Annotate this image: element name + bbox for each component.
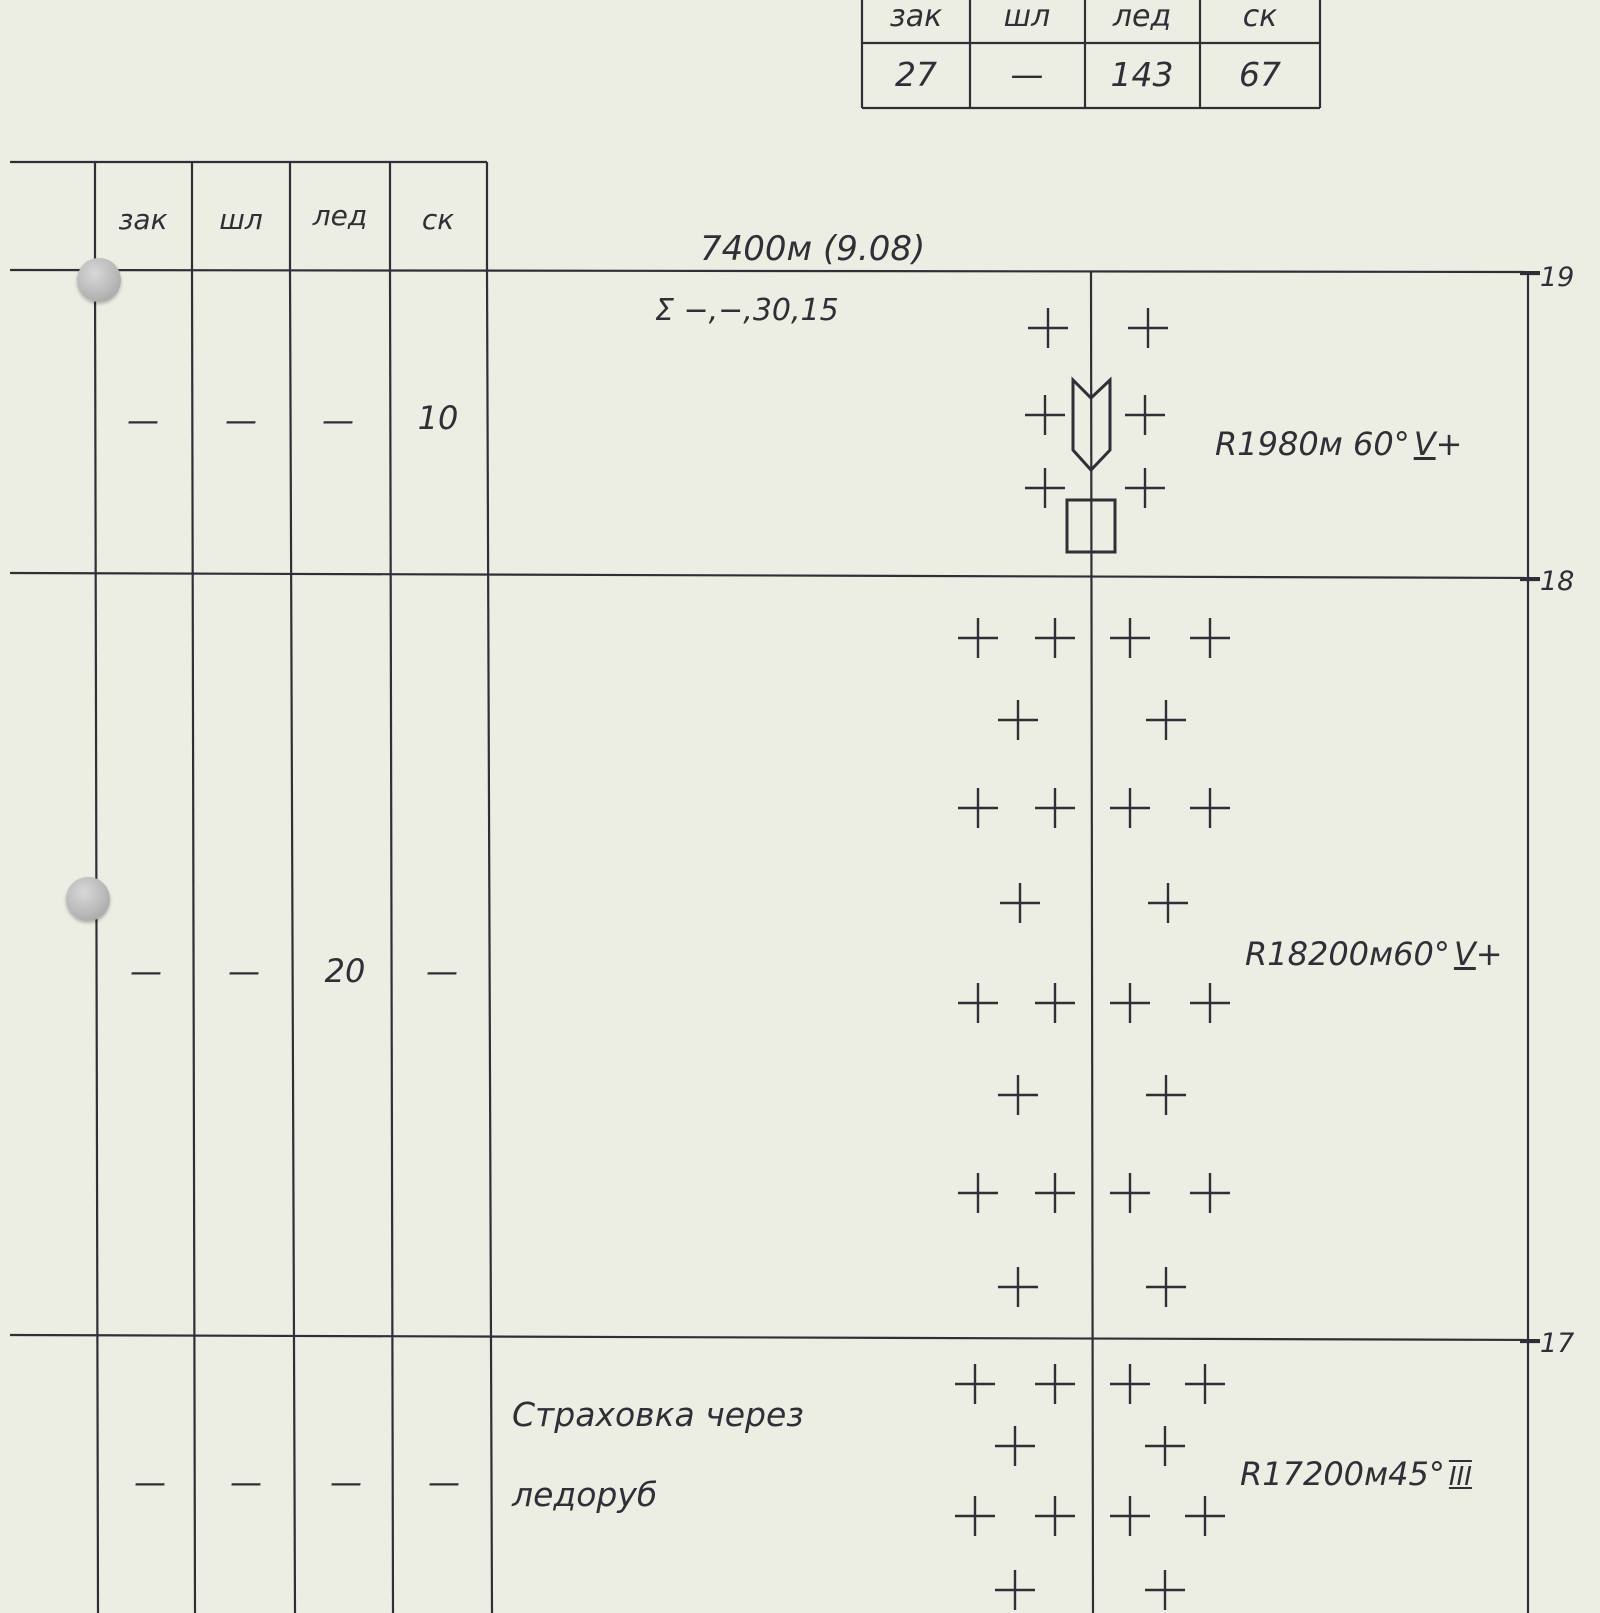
row3-led: —	[330, 1463, 362, 1501]
row3-zak: —	[134, 1463, 166, 1501]
terrain-cross-symbol	[1146, 700, 1186, 740]
log-header-led: лед	[312, 199, 368, 232]
terrain-cross-symbol	[1035, 983, 1075, 1023]
terrain-cross-symbol	[995, 1426, 1035, 1466]
terrain-cross-symbol	[1110, 983, 1150, 1023]
section-title: 7400м (9.08)	[700, 229, 926, 269]
terrain-cross-symbol	[958, 1173, 998, 1213]
terrain-cross-symbol	[1110, 788, 1150, 828]
terrain-cross-symbol	[1025, 395, 1065, 435]
row1-zak: —	[127, 401, 159, 439]
terrain-cross-symbol	[1190, 788, 1230, 828]
summary-header-sk: ск	[1242, 0, 1278, 34]
summary-value-led: 143	[1110, 55, 1174, 94]
terrain-cross-symbol	[1125, 395, 1165, 435]
terrain-cross-symbol	[1035, 1173, 1075, 1213]
terrain-cross-symbol	[1146, 1267, 1186, 1307]
terrain-cross-symbol	[1128, 308, 1168, 348]
rope-marker-19: 19	[1540, 262, 1575, 293]
summary-header-zak: зак	[889, 0, 943, 34]
terrain-cross-symbol	[1145, 1426, 1185, 1466]
terrain-cross-symbol	[958, 983, 998, 1023]
terrain-cross-symbol	[1190, 618, 1230, 658]
summary-value-zak: 27	[895, 55, 937, 94]
terrain-cross-symbol	[958, 618, 998, 658]
row1-shl: —	[225, 401, 257, 439]
row2-grade: V	[1453, 935, 1476, 973]
terrain-cross-symbol	[1190, 1173, 1230, 1213]
row1-led: —	[322, 401, 354, 439]
row1-grade: V	[1413, 425, 1436, 463]
row2-grade-suffix: +	[1475, 935, 1503, 973]
terrain-cross-symbol	[1110, 1173, 1150, 1213]
terrain-cross-symbol	[1110, 1364, 1150, 1404]
log-header-shl: шл	[219, 203, 263, 236]
log-header-zak: зак	[118, 203, 168, 236]
row3-route: R17200м45°	[1240, 1455, 1445, 1493]
row3-sk: —	[428, 1463, 460, 1501]
terrain-cross-symbol	[1125, 468, 1165, 508]
terrain-cross-symbol	[1000, 883, 1040, 923]
row1-grade-suffix: +	[1435, 425, 1463, 463]
row3-grade: III	[1448, 1462, 1472, 1492]
terrain-cross-symbol	[1185, 1496, 1225, 1536]
terrain-cross-symbol	[1035, 788, 1075, 828]
terrain-cross-symbol	[1028, 308, 1068, 348]
row2-route-label	[1245, 935, 1503, 973]
row2-zak: —	[130, 952, 162, 990]
terrain-cross-symbol	[1148, 883, 1188, 923]
terrain-cross-symbol	[1035, 1496, 1075, 1536]
terrain-cross-symbol	[995, 1570, 1035, 1610]
row2-led: 20	[324, 952, 366, 990]
row3-route-label	[1240, 1455, 1472, 1493]
terrain-cross-symbol	[955, 1496, 995, 1536]
binder-hole-top	[77, 258, 121, 302]
terrain-cross-symbol	[1025, 468, 1065, 508]
terrain-cross-symbol	[1035, 1364, 1075, 1404]
terrain-cross-symbol	[1145, 1570, 1185, 1610]
row1-route: R1980м 60°	[1215, 425, 1410, 463]
summary-header-led: лед	[1112, 0, 1172, 34]
terrain-cross-symbol	[1035, 618, 1075, 658]
rope-marker-17: 17	[1540, 1328, 1575, 1359]
binder-hole-middle	[66, 877, 110, 921]
rope-marker-18: 18	[1540, 566, 1575, 597]
summary-value-sk: 67	[1239, 55, 1281, 94]
terrain-cross-symbol	[1185, 1364, 1225, 1404]
terrain-cross-symbol	[1146, 1075, 1186, 1115]
terrain-cross-symbol	[1110, 618, 1150, 658]
row2-sk: —	[426, 952, 458, 990]
log-header-sk: ск	[421, 203, 455, 236]
terrain-cross-symbol	[1190, 983, 1230, 1023]
row1-sk: 10	[417, 399, 459, 437]
terrain-cross-symbol	[998, 1075, 1038, 1115]
row3-note-line1: Страховка через	[512, 1395, 804, 1434]
row3-shl: —	[230, 1463, 262, 1501]
row2-shl: —	[228, 952, 260, 990]
terrain-cross-symbol	[998, 700, 1038, 740]
row1-route-label	[1215, 425, 1463, 463]
terrain-cross-symbol	[958, 788, 998, 828]
terrain-cross-symbol	[1110, 1496, 1150, 1536]
sum-label: Σ −,−,30,15	[655, 293, 839, 328]
summary-value-shl: —	[1010, 55, 1044, 94]
summary-header-shl: шл	[1003, 0, 1051, 34]
row2-route: R18200м60°	[1245, 935, 1450, 973]
terrain-cross-symbol	[998, 1267, 1038, 1307]
row3-note-line2: ледоруб	[512, 1475, 658, 1514]
terrain-cross-symbol	[955, 1364, 995, 1404]
